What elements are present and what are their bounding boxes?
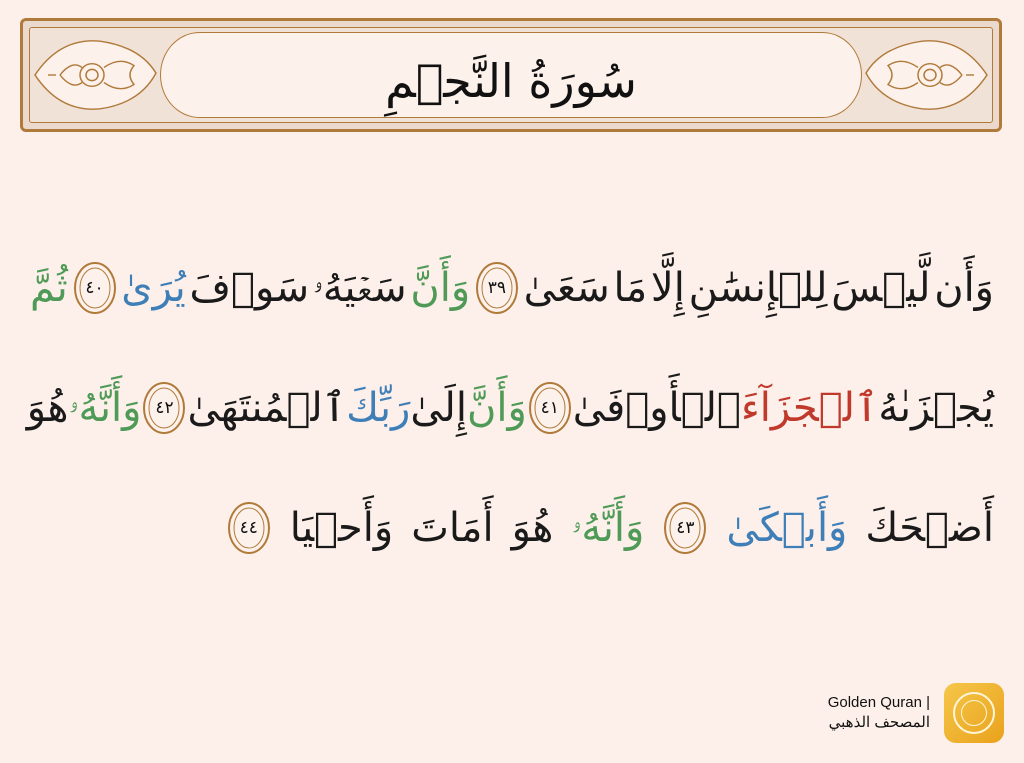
verse-word: يُرَىٰ — [121, 265, 186, 311]
verses-block — [26, 228, 994, 588]
app-branding-footer — [828, 683, 1004, 743]
verse-word: إِلَّا — [650, 265, 685, 311]
brand-name-arabic: المصحف الذهبي — [828, 714, 930, 731]
verse-word: هُوَ — [511, 505, 554, 551]
ayah-number-marker[interactable] — [141, 380, 187, 436]
verse-word: أَمَاتَ — [411, 505, 494, 551]
verse-word: وَأَبۡكَىٰ — [726, 505, 848, 551]
verse-word: مَا — [613, 265, 648, 311]
verse-word: وَأَنَّهُۥ — [571, 505, 645, 551]
ayah-number-marker[interactable] — [226, 500, 272, 556]
verse-word: ثُمَّ — [30, 265, 68, 311]
verse-line-1 — [30, 228, 994, 348]
verse-word: إِلَىٰ — [410, 385, 467, 431]
surah-title: سُورَةُ النَّجۡمِ — [385, 54, 637, 108]
surah-header-frame — [20, 18, 1002, 132]
left-ornament-icon — [30, 28, 160, 122]
ayah-number: ٤٣ — [676, 518, 695, 538]
logo-inner-ring — [961, 700, 987, 726]
ayah-number: ٤١ — [540, 398, 559, 418]
surah-title-cartouche — [160, 32, 862, 118]
verse-word: ٱلۡمُنتَهَىٰ — [187, 385, 347, 431]
verse-word: سَعَىٰ — [523, 265, 610, 311]
branding-text — [828, 693, 930, 733]
ayah-number: ٤٤ — [239, 518, 258, 538]
verse-word: أَضۡحَكَ — [865, 505, 994, 551]
verse-word: لِلۡإِنسَٰنِ — [688, 265, 828, 311]
verse-word: لَّيۡسَ — [831, 265, 931, 311]
surah-header-inner-border — [29, 27, 993, 123]
verse-line-3 — [30, 468, 994, 588]
verse-word: وَأَحۡيَا — [289, 505, 394, 551]
verse-word: هُوَ — [26, 385, 69, 431]
verse-word: سَعۡيَهُۥ — [312, 265, 407, 311]
ayah-number: ٤٢ — [155, 398, 174, 418]
verse-word: ٱلۡجَزَآءَ — [740, 385, 879, 431]
verse-word: وَأَن — [934, 265, 994, 311]
ayah-number-marker[interactable] — [72, 260, 118, 316]
ayah-number: ٣٩ — [487, 278, 507, 298]
verse-word: ٱلۡأَوۡفَىٰ — [572, 385, 741, 431]
ayah-number-marker[interactable] — [474, 260, 520, 316]
verse-word: وَأَنَّ — [410, 265, 471, 311]
ayah-number-marker[interactable] — [662, 500, 708, 556]
verse-word: رَبِّكَ — [346, 385, 411, 431]
verse-word: وَأَنَّهُۥ — [68, 385, 142, 431]
brand-name-english: Golden Quran | — [827, 694, 930, 711]
verse-line-2 — [26, 348, 994, 468]
verse-word: يُجۡزَىٰهُ — [878, 385, 994, 431]
ayah-number-marker[interactable] — [527, 380, 573, 436]
logo-ring — [953, 692, 995, 734]
right-ornament-icon — [862, 28, 992, 122]
verse-word: وَأَنَّ — [466, 385, 527, 431]
ayah-number: ٤٠ — [85, 278, 104, 298]
golden-quran-logo-icon — [944, 683, 1004, 743]
verse-word: سَوۡفَ — [189, 265, 310, 311]
